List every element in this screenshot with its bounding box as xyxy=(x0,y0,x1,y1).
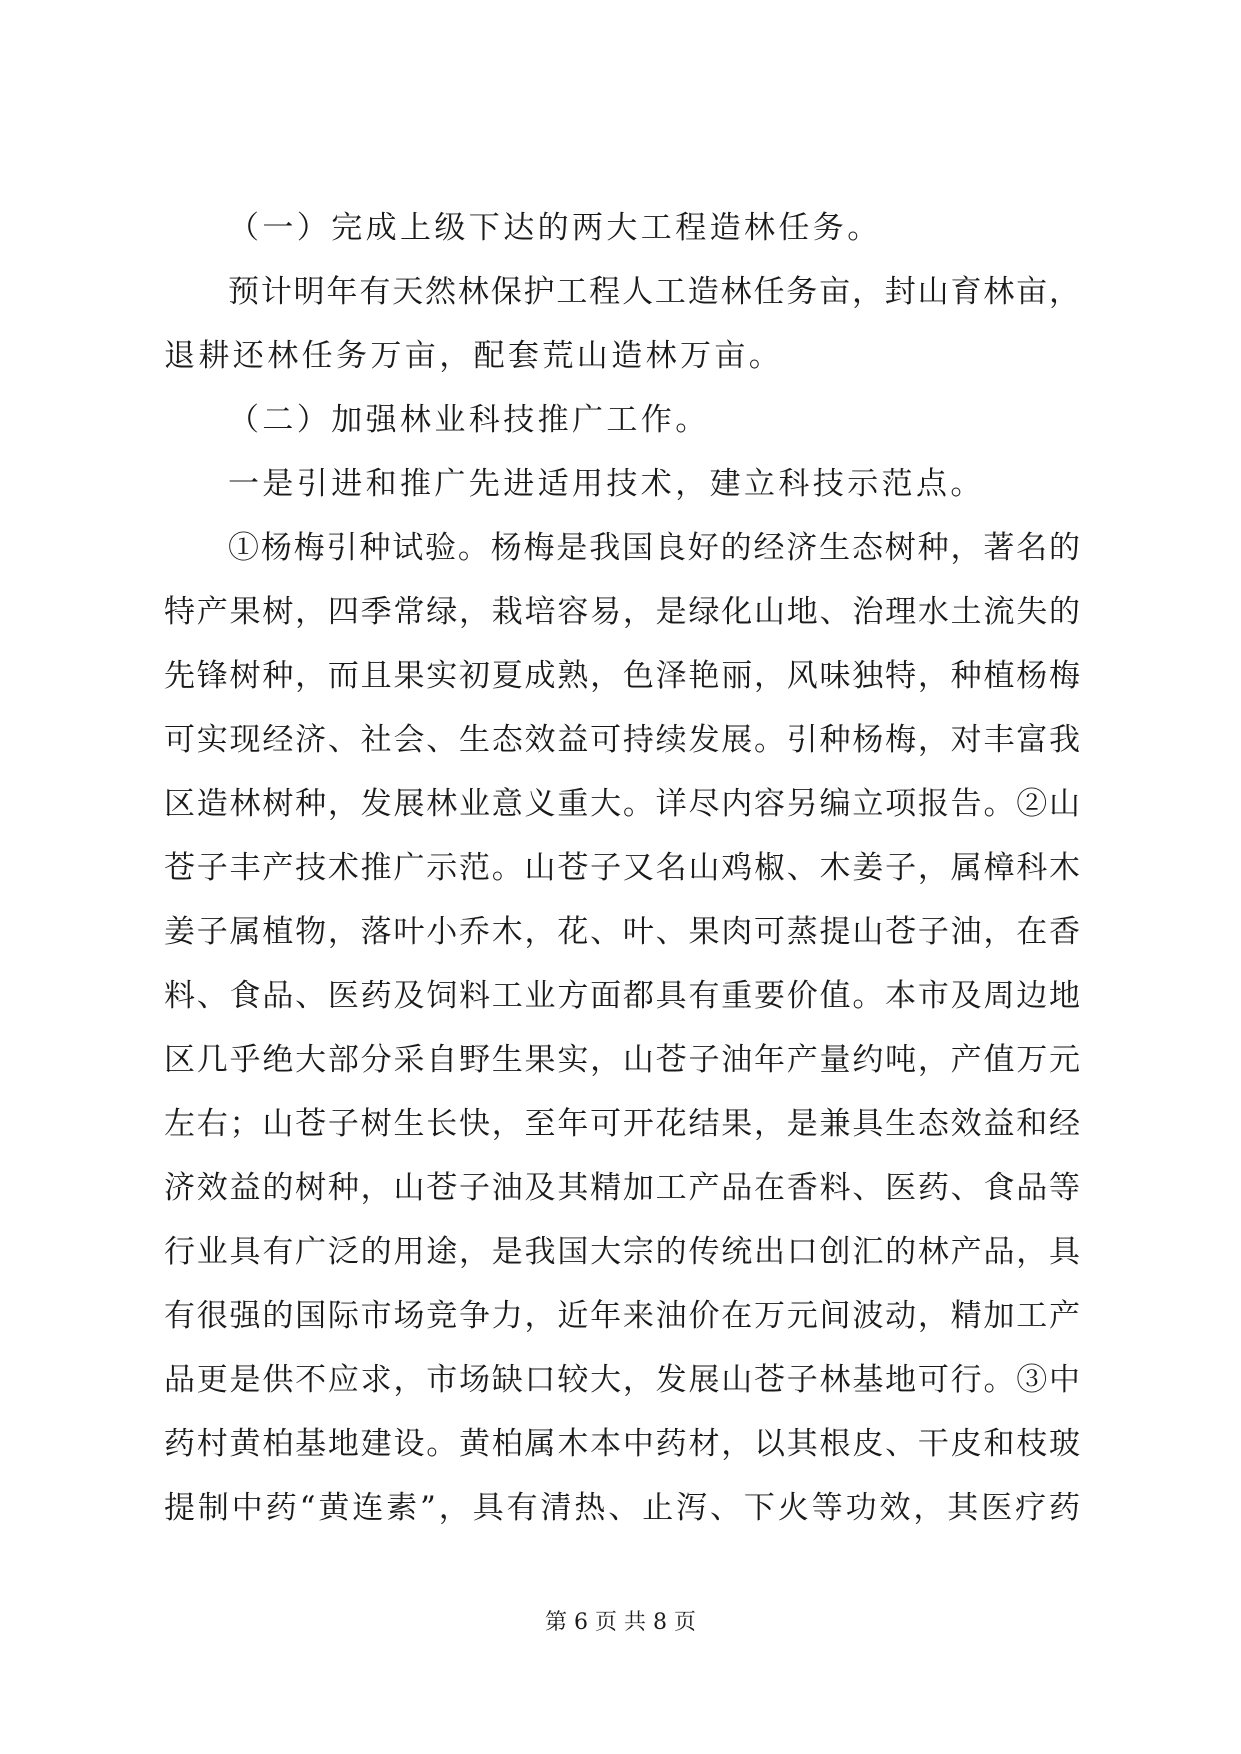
page-number-footer: 第 6 页 共 8 页 xyxy=(545,1610,696,1635)
paragraph-line: 药村黄柏基地建设。黄柏属木本中药材，以其根皮、干皮和枝玻 xyxy=(164,1426,1080,1462)
paragraph-line: 品更是供不应求，市场缺口较大，发展山苍子林基地可行。③中 xyxy=(164,1362,1080,1398)
paragraph-line: 区造林树种，发展林业意义重大。详尽内容另编立项报告。②山 xyxy=(164,786,1080,822)
paragraph-line: 预计明年有天然林保护工程人工造林任务亩，封山育林亩， xyxy=(228,274,1080,310)
paragraph-line: ①杨梅引种试验。杨梅是我国良好的经济生态树种，著名的 xyxy=(228,530,1080,566)
paragraph-line: 可实现经济、社会、生态效益可持续发展。引种杨梅，对丰富我 xyxy=(164,722,1080,758)
paragraph-line: 一是引进和推广先进适用技术，建立科技示范点。 xyxy=(228,466,985,502)
paragraph-line: 左右；山苍子树生长快，至年可开花结果，是兼具生态效益和经 xyxy=(164,1106,1080,1142)
paragraph-line: 料、食品、医药及饲料工业方面都具有重要价值。本市及周边地 xyxy=(164,978,1080,1014)
document-body xyxy=(164,196,1080,1540)
paragraph-line: 先锋树种，而且果实初夏成熟，色泽艳丽，风味独特，种植杨梅 xyxy=(164,658,1080,694)
paragraph-line: 行业具有广泛的用途，是我国大宗的传统出口创汇的林产品，具 xyxy=(164,1234,1080,1270)
paragraph-line: 姜子属植物，落叶小乔木，花、叶、果肉可蒸提山苍子油，在香 xyxy=(164,914,1080,950)
paragraph-line: 退耕还林任务万亩，配套荒山造林万亩。 xyxy=(164,338,784,374)
paragraph-line: 提制中药“黄连素”，具有清热、止泻、下火等功效，其医疗药 xyxy=(164,1490,1080,1526)
paragraph-line: 区几乎绝大部分采自野生果实，山苍子油年产量约吨，产值万元 xyxy=(164,1042,1080,1078)
paragraph-line: 苍子丰产技术推广示范。山苍子又名山鸡椒、木姜子，属樟科木 xyxy=(164,850,1080,886)
section-heading-1: （一）完成上级下达的两大工程造林任务。 xyxy=(228,210,882,246)
paragraph-line: 特产果树，四季常绿，栽培容易，是绿化山地、治理水土流失的 xyxy=(164,594,1080,630)
section-heading-2: （二）加强林业科技推广工作。 xyxy=(228,402,710,438)
paragraph-line: 有很强的国际市场竞争力，近年来油价在万元间波动，精加工产 xyxy=(164,1298,1080,1334)
paragraph-line: 济效益的树种，山苍子油及其精加工产品在香料、医药、食品等 xyxy=(164,1170,1080,1206)
